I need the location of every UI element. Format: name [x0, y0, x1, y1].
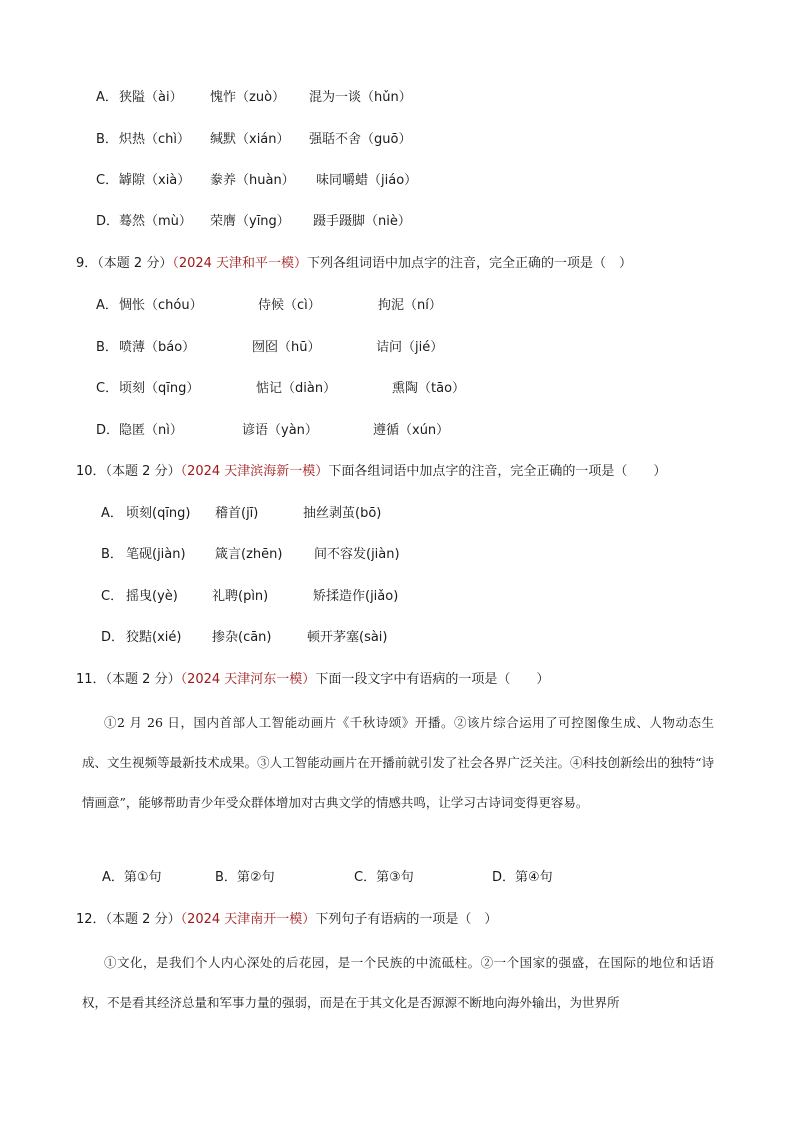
q9-option-a-letter: A． — [96, 298, 118, 313]
q11-option-c: C．第③句 — [354, 870, 414, 885]
q11-score: （本题 2 分） — [105, 672, 181, 687]
q10-option-c-word-1: 摇曳(yè) — [126, 589, 178, 604]
q9-option-c-word-2: 惦记（diàn） — [256, 381, 337, 396]
q9-option-c-word-3: 熏陶（tāo） — [392, 381, 466, 396]
q9-stem: 下列各组词语中加点字的注音，完全正确的一项是（ ） — [307, 256, 633, 271]
q10-option-a-letter: A． — [101, 506, 123, 521]
q9-option-b-word-1: 喷薄（báo） — [119, 340, 196, 355]
question-10-header — [76, 463, 666, 481]
q8-option-b-word-1: 炽热（chì） — [119, 132, 190, 147]
q9-option-a-word-3: 拘泥（ní） — [378, 298, 442, 313]
q8-option-b-word-3: 强聒不舍（guō） — [309, 132, 412, 147]
q10-option-b-letter: B． — [101, 547, 123, 562]
q9-option-a-word-1: 惆怅（chóu） — [119, 298, 203, 313]
q10-option-d-word-1: 狡黠(xié) — [126, 630, 182, 645]
q10-option-d-word-2: 掺杂(cān) — [212, 630, 272, 645]
q10-option-c-word-3: 矫揉造作(jiǎo) — [313, 589, 399, 604]
q12-source: （2024 天津南开一模） — [180, 912, 316, 927]
q9-option-d-word-1: 隐匿（nì） — [119, 423, 183, 438]
q9-option-b-word-2: 囫囵（hū） — [252, 340, 321, 355]
q9-option-c-letter: C． — [96, 381, 119, 396]
q8-option-a-word-1: 狭隘（ài） — [119, 90, 183, 105]
q11-option-a: A．第①句 — [102, 870, 162, 885]
q8-option-c-letter: C． — [96, 173, 119, 188]
q11-number: 11． — [76, 672, 106, 687]
q12-passage: ①文化，是我们个人内心深处的后花园，是一个民族的中流砥柱。②一个国家的强盛，在国际的地位和话语权，不是看其经济总量和军事力量的强弱，而是在于其文化是否源源不断地向海外输出，为世界所 — [82, 955, 714, 1010]
q9-option-d-word-2: 谚语（yàn） — [242, 423, 318, 438]
q12-number: 12． — [76, 912, 106, 927]
q9-option-b-word-3: 诘问（jié） — [376, 340, 444, 355]
question-12-header — [76, 911, 497, 929]
q9-option-d-word-3: 遵循（xún） — [373, 423, 450, 438]
q10-option-c-letter: C． — [101, 589, 124, 604]
q9-option-b-letter: B． — [96, 340, 118, 355]
q11-passage: ①2 月 26 日，国内首部人工智能动画片《千秋诗颂》开播。②该片综合运用了可控图像生成、人物动态生成、文生视频等最新技术成果。③人工智能动画片在开播前就引发了社会各界广泛关注。④科技创新绘出的独特“诗情画意”，能够帮助青少年受众群体增加对古典文学的情感共鸣，让学习古诗词变得更容易。 — [82, 715, 714, 810]
question-11-header — [76, 671, 549, 689]
q8-option-c-word-2: 豢养（huàn） — [210, 173, 295, 188]
q9-score: （本题 2 分） — [97, 256, 173, 271]
q10-option-a-word-3: 抽丝剥茧(bō) — [303, 506, 382, 521]
q8-option-c-word-1: 罅隙（xià） — [119, 173, 191, 188]
q9-source: （2024 天津和平一模） — [172, 256, 308, 271]
q8-option-a-word-3: 混为一谈（hǔn） — [309, 90, 412, 105]
q8-option-d-word-1: 蓦然（mù） — [119, 214, 192, 229]
q8-option-b-letter: B． — [96, 132, 118, 147]
q11-option-b: B．第②句 — [215, 870, 275, 885]
q12-stem: 下列句子有语病的一项是（ ） — [315, 912, 498, 927]
q12-score: （本题 2 分） — [105, 912, 181, 927]
q10-score: （本题 2 分） — [105, 464, 181, 479]
q8-option-c-word-3: 味同嚼蜡（jiáo） — [316, 173, 418, 188]
q10-option-a-word-1: 顷刻(qīng) — [126, 506, 191, 521]
q9-option-a-word-2: 侍候（cì） — [258, 298, 321, 313]
q9-number: 9． — [76, 256, 98, 271]
q10-number: 10． — [76, 464, 106, 479]
q8-option-d-word-3: 蹑手蹑脚（niè） — [313, 214, 411, 229]
q11-stem: 下面一段文字中有语病的一项是（ ） — [315, 672, 550, 687]
q10-option-b-word-1: 笔砚(jiàn) — [126, 547, 186, 562]
question-9-header — [76, 255, 632, 273]
q10-option-b-word-3: 间不容发(jiàn) — [314, 547, 400, 562]
q8-option-d-letter: D． — [96, 214, 120, 229]
q10-option-d-letter: D． — [101, 630, 125, 645]
q10-option-a-word-2: 稽首(jī) — [215, 506, 259, 521]
q9-option-c-word-1: 顷刻（qīng） — [119, 381, 200, 396]
q10-option-b-word-2: 箴言(zhēn) — [215, 547, 283, 562]
q8-option-a-letter: A． — [96, 90, 118, 105]
q8-option-b-word-2: 缄默（xián） — [210, 132, 290, 147]
q11-source: （2024 天津河东一模） — [180, 672, 316, 687]
q10-stem: 下面各组词语中加点字的注音，完全正确的一项是（ ） — [328, 464, 667, 479]
q10-option-d-word-3: 顿开茅塞(sài) — [307, 630, 388, 645]
q8-option-a-word-2: 愧怍（zuò） — [210, 90, 286, 105]
q10-option-c-word-2: 礼聘(pìn) — [212, 589, 269, 604]
q9-option-d-letter: D． — [96, 423, 120, 438]
q10-source: （2024 天津滨海新一模） — [180, 464, 329, 479]
q8-option-d-word-2: 荣膺（yīng） — [210, 214, 290, 229]
q11-option-d: D．第④句 — [492, 870, 553, 885]
